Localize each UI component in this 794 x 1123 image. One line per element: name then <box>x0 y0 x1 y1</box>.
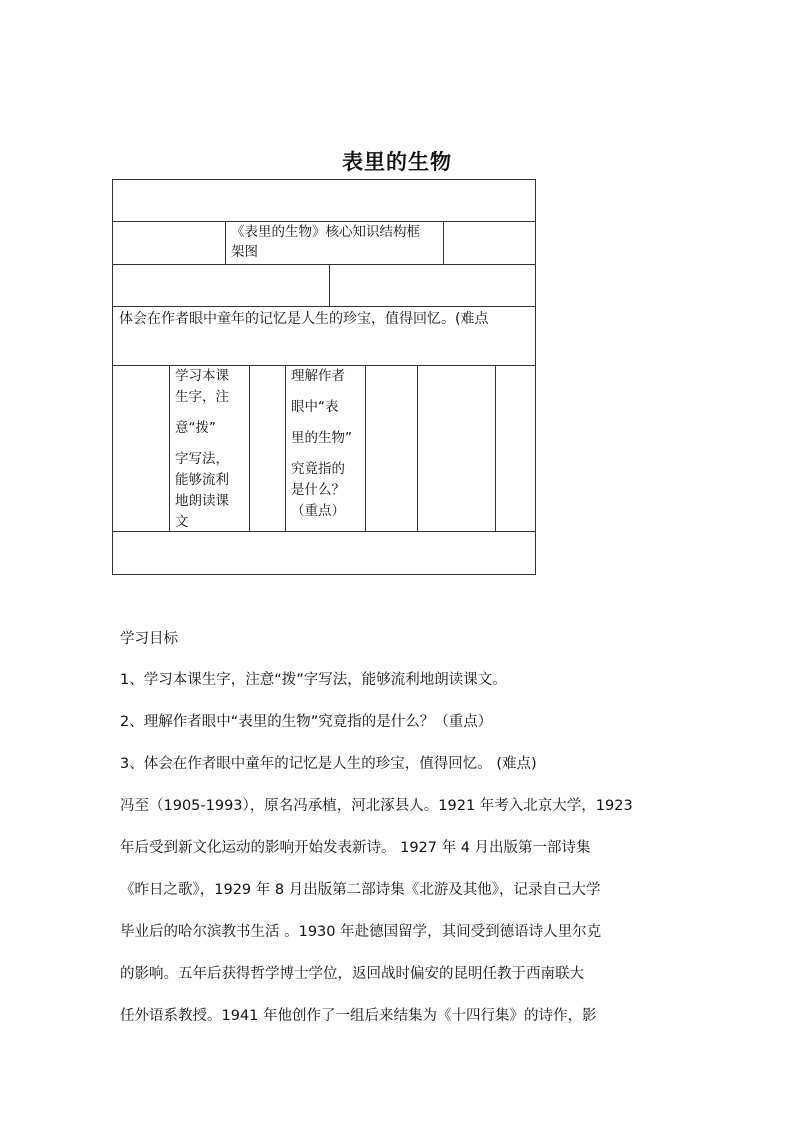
table-cell-line: 生字，注 <box>175 389 229 405</box>
table-cell-line: 能够流利 <box>175 472 229 488</box>
table-cell-line: 里的生物” <box>291 430 352 446</box>
table-cell-line: 理解作者 <box>291 368 345 384</box>
goal-item: 1、学习本课生字，注意“拨”字写法，能够流利地朗读课文。 <box>120 672 507 688</box>
table-cell-line: 是什么？ <box>291 482 345 498</box>
goal-item: 2、理解作者眼中“表里的生物”究竟指的是什么？（重点） <box>120 714 493 730</box>
table-cell-line: 架图 <box>231 244 258 260</box>
table-cell-line: 眼中“表 <box>291 399 339 415</box>
table-cell-line: 究竟指的 <box>291 461 345 477</box>
page-title: 表里的生物 <box>342 150 452 174</box>
table-cell-line: 地朗读课 <box>175 493 229 509</box>
table-cell-difficulty: 体会在作者眼中童年的记忆是人生的珍宝，值得回忆。(难点 <box>119 311 489 327</box>
table-cell-line: 意“拨” <box>175 420 216 436</box>
goal-item: 3、体会在作者眼中童年的记忆是人生的珍宝，值得回忆。 (难点) <box>120 756 537 772</box>
bio-line: 冯至（1905-1993），原名冯承植，河北涿县人。1921 年考入北京大学，1923 <box>120 798 633 814</box>
table-cell-line: 字写法， <box>175 451 229 467</box>
section-heading: 学习目标 <box>120 631 178 647</box>
table-cell-line: 学习本课 <box>175 368 229 384</box>
bio-line: 任外语系教授。1941 年他创作了一组后来结集为《十四行集》的诗作，影 <box>120 1008 597 1024</box>
bio-line: 年后受到新文化运动的影响开始发表新诗。 1927 年 4 月出版第一部诗集 <box>120 840 591 856</box>
learning-goals-section <box>120 0 680 1123</box>
bio-line: 的影响。五年后获得哲学博士学位，返回战时偏安的昆明任教于西南联大 <box>120 966 584 982</box>
bio-line: 《昨日之歌》，1929 年 8 月出版第二部诗集《北游及其他》，记录自己大学 <box>120 882 601 898</box>
table-cell-line: 《表里的生物》核心知识结构框 <box>231 224 420 240</box>
table-cell-line: （重点） <box>291 503 345 519</box>
table-cell-line: 文 <box>175 514 189 530</box>
bio-line: 毕业后的哈尔滨教书生活 。1930 年赴德国留学，其间受到德语诗人里尔克 <box>120 924 602 940</box>
